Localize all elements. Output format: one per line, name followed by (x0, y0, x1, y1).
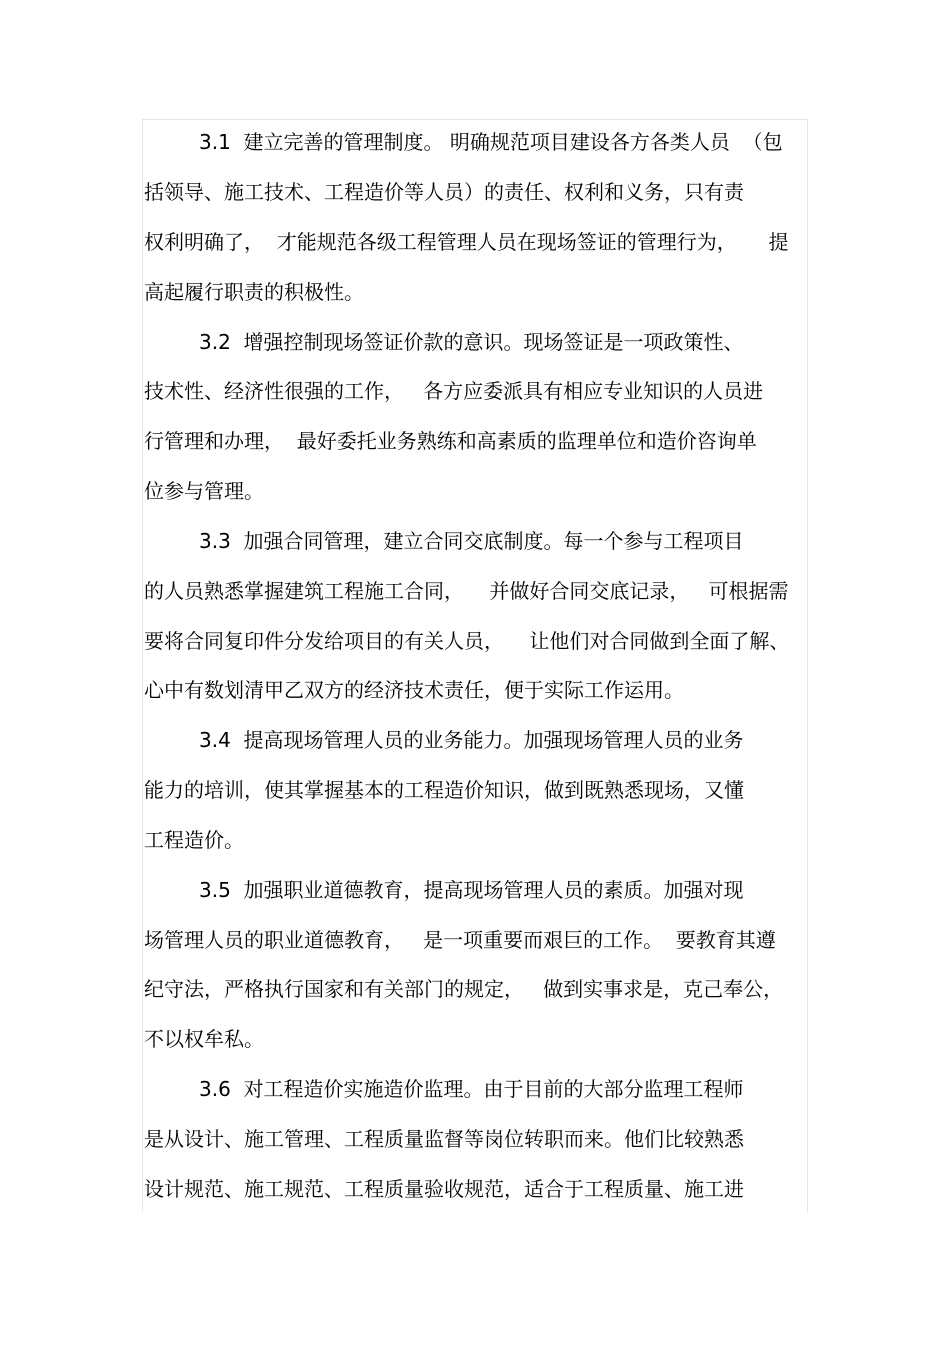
text-line: 设计规范、施工规范、工程质量验收规范，适合于工程质量、施工进 (144, 1177, 744, 1201)
text-line: 是从设计、施工管理、工程质量监督等岗位转职而来。他们比较熟悉 (144, 1127, 744, 1151)
text-line: 不以权牟私。 (144, 1027, 264, 1051)
text-line: 位参与管理。 (144, 479, 264, 503)
text-line: 括领导、施工技术、工程造价等人员）的责任、权利和义务，只有责 (144, 180, 744, 204)
text-line: 纪守法，严格执行国家和有关部门的规定， 做到实事求是，克己奉公， (144, 977, 784, 1001)
text-line: 3.4 提高现场管理人员的业务能力。加强现场管理人员的业务 (199, 728, 744, 752)
text-line: 要将合同复印件分发给项目的有关人员， 让他们对合同做到全面了解、 (144, 629, 790, 653)
text-line: 心中有数划清甲乙双方的经济技术责任，便于实际工作运用。 (144, 678, 684, 702)
text-line: 场管理人员的职业道德教育， 是一项重要而艰巨的工作。 要教育其遵 (144, 928, 776, 952)
text-line: 行管理和办理， 最好委托业务熟练和高素质的监理单位和造价咨询单 (144, 429, 757, 453)
text-line: 3.5 加强职业道德教育，提高现场管理人员的素质。加强对现 (199, 878, 744, 902)
text-line: 权利明确了， 才能规范各级工程管理人员在现场签证的管理行为， 提 (144, 230, 789, 254)
text-line: 工程造价。 (144, 828, 244, 852)
text-line: 3.2 增强控制现场签证价款的意识。现场签证是一项政策性、 (199, 330, 744, 354)
text-line: 技术性、经济性很强的工作， 各方应委派具有相应专业知识的人员进 (144, 379, 764, 403)
text-line: 高起履行职责的积极性。 (144, 280, 364, 304)
text-line: 3.3 加强合同管理，建立合同交底制度。每一个参与工程项目 (199, 529, 744, 553)
text-line: 的人员熟悉掌握建筑工程施工合同， 并做好合同交底记录， 可根据需 (144, 579, 789, 603)
text-line: 3.6 对工程造价实施造价监理。由于目前的大部分监理工程师 (199, 1077, 744, 1101)
text-line: 能力的培训，使其掌握基本的工程造价知识，做到既熟悉现场，又懂 (144, 778, 744, 802)
text-line: 3.1 建立完善的管理制度。 明确规范项目建设各方各类人员 （包 (199, 130, 783, 154)
